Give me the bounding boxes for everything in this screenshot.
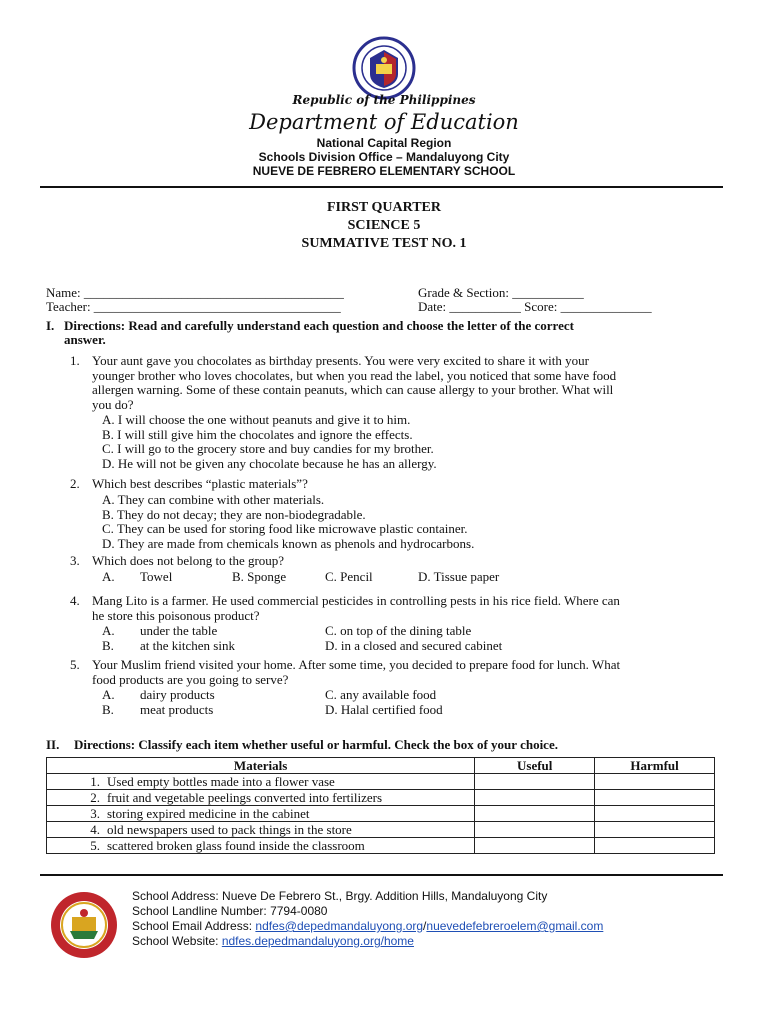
q3-choice-a: Towel	[140, 569, 173, 584]
q2-choices	[102, 493, 474, 551]
q3-choice-b: B. Sponge	[232, 569, 287, 584]
part1-directions-cont: answer.	[64, 332, 106, 347]
website-label: School Website:	[132, 934, 222, 948]
email-separator: /	[423, 919, 427, 933]
part1-numeral: I.	[46, 318, 55, 333]
q5-number: 5.	[70, 657, 80, 672]
part1-directions: Directions: Read and carefully understand each question and choose the letter of the correct	[64, 318, 574, 333]
harmful-checkbox[interactable]	[595, 774, 715, 790]
q4-choice-c: C. on top of the dining table	[325, 623, 472, 638]
website-link[interactable]: ndfes.depedmandaluyong.org/home	[221, 934, 414, 948]
q3-choice-a-letter: A.	[102, 569, 115, 584]
q1-choice-c: C. I will go to the grocery store and buy candies for my brother.	[102, 441, 434, 456]
q4-line: he store this poisonous product?	[92, 607, 260, 623]
q1-line: younger brother who loves chocolates, but when you read the label, you noticed that some have food	[92, 367, 617, 383]
header-useful: Useful	[475, 758, 595, 774]
table-row	[47, 838, 715, 854]
q1-choice-b: B. I will still give him the chocolates and ignore the effects.	[102, 426, 413, 442]
harmful-checkbox[interactable]	[595, 822, 715, 838]
useful-checkbox[interactable]	[475, 774, 595, 790]
q5-choice-c: C. any available food	[325, 687, 437, 702]
q4-stem	[92, 594, 732, 623]
q3-stem: Which does not belong to the group?	[92, 553, 285, 568]
header-materials: Materials	[47, 758, 475, 774]
useful-checkbox[interactable]	[475, 822, 595, 838]
q2-choice-b: B. They do not decay; they are non-biodegradable.	[102, 506, 366, 522]
table-row	[47, 774, 715, 790]
materials-table	[46, 757, 715, 854]
email-link-2[interactable]: nuevedefebreroelem@gmail.com	[426, 919, 604, 933]
date-score-field: Date: ___________ Score: ______________	[418, 299, 652, 314]
q3-choice-d: D. Tissue paper	[418, 569, 500, 584]
q4-choice-b-letter: B.	[102, 638, 114, 653]
q3-number: 3.	[70, 553, 80, 568]
q4-choice-d: D. in a closed and secured cabinet	[325, 638, 503, 653]
q1-stem	[92, 354, 732, 412]
header-divider	[40, 186, 723, 188]
row-number: 5.	[90, 838, 100, 853]
part2-directions: Directions: Classify each item whether useful or harmful. Check the box of your choice.	[74, 737, 558, 752]
useful-checkbox[interactable]	[475, 790, 595, 806]
table-header-row	[47, 758, 715, 774]
row-number: 1.	[90, 774, 100, 789]
q2-choice-c: C. They can be used for storing food like microwave plastic container.	[102, 521, 468, 536]
teacher-field: Teacher: ______________________________________	[46, 299, 341, 314]
q5-choice-a-letter: A.	[102, 687, 115, 702]
material-text: storing expired medicine in the cabinet	[107, 806, 310, 821]
material-cell	[47, 774, 475, 790]
table-row	[47, 806, 715, 822]
school-heading: NUEVE DE FEBRERO ELEMENTARY SCHOOL	[252, 164, 516, 178]
material-text: scattered broken glass found inside the classroom	[107, 838, 365, 853]
email-label: School Email Address:	[132, 919, 256, 933]
deped-seal-icon	[352, 36, 416, 100]
q5-choice-d: D. Halal certified food	[325, 702, 443, 717]
useful-checkbox[interactable]	[475, 838, 595, 854]
harmful-checkbox[interactable]	[595, 838, 715, 854]
email-link-1[interactable]: ndfes@depedmandaluyong.org	[255, 919, 424, 933]
q5-stem	[92, 658, 732, 687]
table-row	[47, 822, 715, 838]
footer-website	[132, 934, 414, 949]
part2-numeral: II.	[46, 737, 60, 752]
q5-choice-a: dairy products	[140, 687, 215, 702]
q4-choice-a: under the table	[140, 623, 218, 638]
material-cell	[47, 822, 475, 838]
q1-choices	[102, 413, 437, 471]
q1-line: you do?	[92, 396, 134, 412]
q2-choice-d: D. They are made from chemicals known as phenols and hydrocarbons.	[102, 535, 475, 551]
material-cell	[47, 806, 475, 822]
q1-choice-d: D. He will not be given any chocolate because he has an allergy.	[102, 455, 437, 471]
row-number: 3.	[90, 806, 100, 821]
grade-section-field: Grade & Section: ___________	[418, 285, 584, 300]
q5-line: Your Muslim friend visited your home. After some time, you decided to prepare food for lunch. What	[92, 657, 621, 672]
harmful-checkbox[interactable]	[595, 790, 715, 806]
footer-landline: School Landline Number: 7794-0080	[132, 904, 328, 918]
footer-divider	[40, 874, 723, 876]
school-seal-icon	[50, 891, 118, 959]
q3-choice-c: C. Pencil	[325, 569, 373, 584]
footer-email	[132, 919, 603, 934]
q4-line: Mang Lito is a farmer. He used commercial pesticides in controlling pests in his rice field. Where can	[92, 593, 620, 608]
q1-line: allergen warning. Some of these contain peanuts, which can cause allergy to your brother. What will	[92, 382, 614, 397]
harmful-checkbox[interactable]	[595, 806, 715, 822]
quarter-title: FIRST QUARTER	[327, 200, 441, 215]
row-number: 4.	[90, 822, 100, 837]
footer-address: School Address: Nueve De Febrero St., Brgy. Addition Hills, Mandaluyong City	[132, 889, 548, 903]
table-row	[47, 790, 715, 806]
material-cell	[47, 838, 475, 854]
q1-number: 1.	[70, 353, 80, 368]
q1-line: Your aunt gave you chocolates as birthday presents. You were very excited to share it with your	[92, 353, 589, 368]
division-heading: Schools Division Office – Mandaluyong City	[258, 150, 510, 164]
region-heading: National Capital Region	[316, 136, 452, 150]
test-title: SUMMATIVE TEST NO. 1	[301, 236, 467, 251]
q4-choice-a-letter: A.	[102, 623, 115, 638]
material-cell	[47, 790, 475, 806]
republic-heading: Republic of the Philippines	[292, 93, 476, 107]
q5-choice-b-letter: B.	[102, 702, 114, 717]
q2-choice-a: A. They can combine with other materials.	[102, 492, 325, 507]
material-text: Used empty bottles made into a flower vase	[107, 774, 335, 789]
q5-choice-b: meat products	[140, 702, 214, 717]
q4-number: 4.	[70, 593, 80, 608]
q4-choice-b: at the kitchen sink	[140, 638, 235, 653]
q2-stem: Which best describes “plastic materials”?	[92, 476, 308, 491]
row-number: 2.	[90, 790, 100, 805]
department-heading: Department of Education	[249, 110, 519, 134]
q1-choice-a: A. I will choose the one without peanuts and give it to him.	[102, 412, 411, 427]
q2-number: 2.	[70, 476, 80, 491]
q5-line: food products are you going to serve?	[92, 671, 289, 687]
material-text: old newspapers used to pack things in the store	[107, 822, 352, 837]
material-text: fruit and vegetable peelings converted into fertilizers	[107, 790, 383, 805]
useful-checkbox[interactable]	[475, 806, 595, 822]
header-harmful: Harmful	[595, 758, 715, 774]
name-field: Name: ________________________________________	[46, 285, 344, 300]
subject-title: SCIENCE 5	[347, 218, 421, 233]
